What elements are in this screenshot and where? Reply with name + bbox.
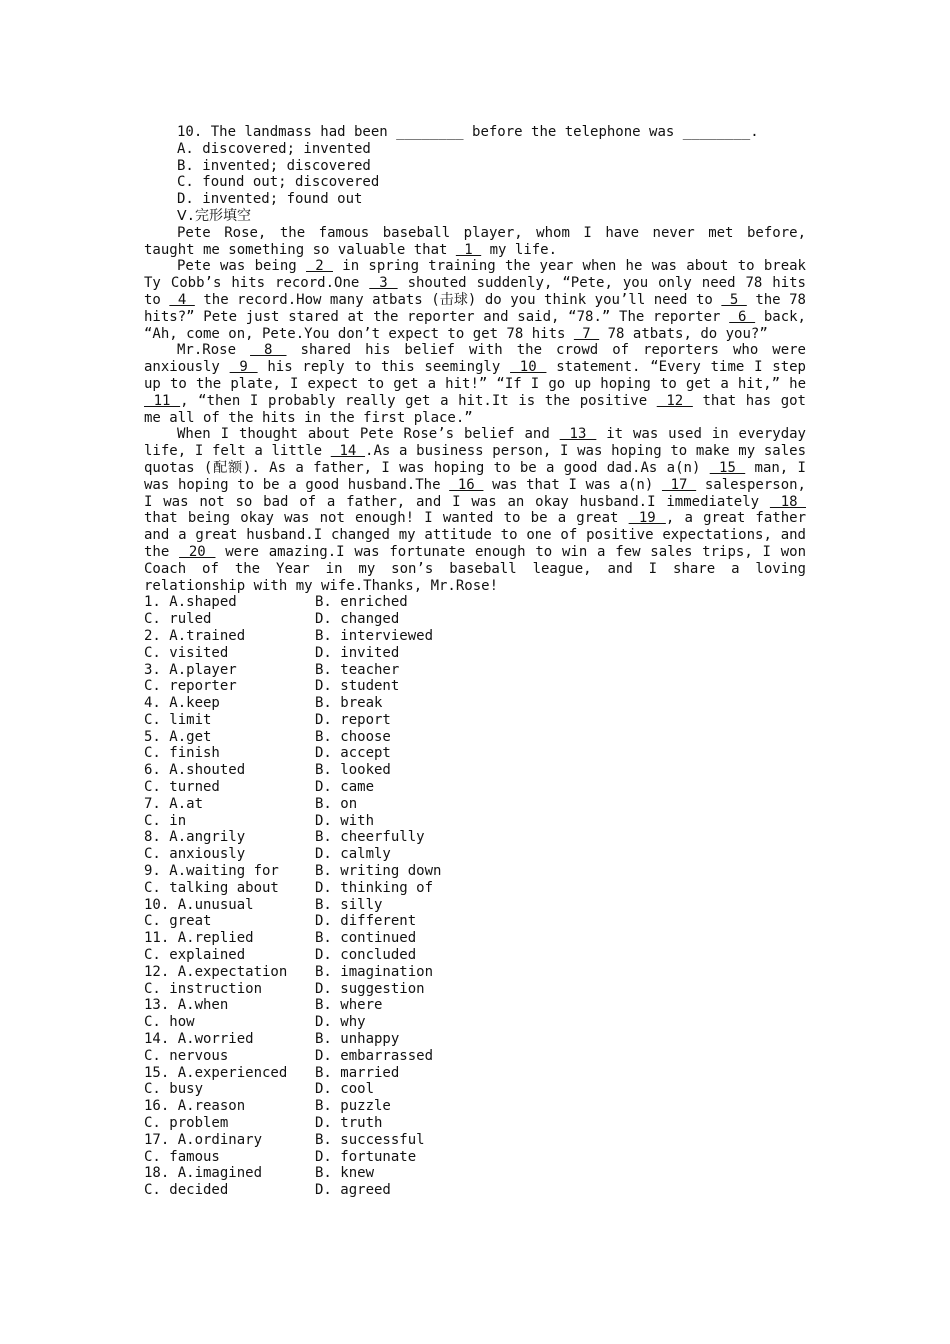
option-row <box>144 1182 806 1199</box>
option-row <box>144 645 806 662</box>
passage-text: 78 atbats, do you?” <box>599 325 768 342</box>
option-choice: D. why <box>315 1014 366 1031</box>
blank-number: 16 <box>449 476 484 493</box>
option-choice: 11. A.replied <box>144 930 254 947</box>
passage-text: statement. “Every time I step up to the plate, I expect to get a hit!” “If I go up hoping to get a hit,” he <box>144 359 806 392</box>
option-row <box>144 829 806 846</box>
option-row <box>144 880 806 897</box>
option-choice: C. how <box>144 1014 195 1031</box>
option-choice: D. different <box>315 913 417 930</box>
option-choice: C. explained <box>144 947 246 964</box>
option-choice: D. embarrassed <box>315 1047 434 1064</box>
option-choice: 4. A.keep <box>144 695 220 712</box>
option-choice: C. nervous <box>144 1047 229 1064</box>
option-choice: 18. A.imagined <box>144 1165 263 1182</box>
option-choice: D. suggestion <box>315 980 425 997</box>
option-row <box>144 1165 806 1182</box>
passage-paragraph-4 <box>144 426 806 594</box>
option-choice: D. changed <box>315 611 400 628</box>
q10-option-a: A. discovered; invented <box>177 140 371 157</box>
option-choice: D. student <box>315 678 400 695</box>
passage-text: my life. <box>481 241 558 258</box>
blank-number: 6 <box>729 308 756 325</box>
blank-number: 5 <box>721 291 747 308</box>
option-choice: B. married <box>315 1064 400 1081</box>
passage-text: salesperson, I was not so bad of a father, and I was an okay husband.I immediately <box>144 476 806 510</box>
option-choice: 2. A.trained <box>144 627 246 644</box>
option-choice: 3. A.player <box>144 661 237 678</box>
passage-text: , a great father and a great husband.I changed my attitude to one of positive expectations, and the <box>144 510 806 560</box>
option-choice: B. writing down <box>315 863 442 880</box>
option-row <box>144 1132 806 1149</box>
option-choice: D. thinking of <box>315 879 434 896</box>
q10-stem-part: . <box>750 124 759 140</box>
worksheet-page <box>144 124 806 1199</box>
option-choice: C. talking about <box>144 879 279 896</box>
passage-text: .As a business person, I was hoping to make my sales quotas (配额). As a father, I was hoping to be a good dad.As a(n) <box>144 443 806 476</box>
passage-text: shouted suddenly, “Pete, you only need 78 hits to <box>144 275 806 308</box>
passage-text: the 78 hits?” Pete just stared at the reporter and said, “78.” The reporter <box>144 291 806 325</box>
option-row <box>144 611 806 628</box>
q10-option-b: B. invented; discovered <box>177 157 371 174</box>
option-choice: B. unhappy <box>315 1031 400 1048</box>
option-row <box>144 863 806 880</box>
option-row <box>144 594 806 611</box>
option-choice: B. teacher <box>315 661 400 678</box>
option-choice: C. decided <box>144 1182 229 1199</box>
passage-text: that has got me all of the hits in the first place.” <box>144 392 806 426</box>
option-choice: C. reporter <box>144 678 237 695</box>
q10-option-d: D. invented; found out <box>177 191 363 208</box>
option-choice: 7. A.at <box>144 795 204 812</box>
option-choice: B. where <box>315 997 383 1014</box>
option-row <box>144 1014 806 1031</box>
option-choice: C. in <box>144 812 187 829</box>
option-choice: 9. A.waiting for <box>144 863 279 880</box>
option-choice: 17. A.ordinary <box>144 1131 263 1148</box>
option-row <box>144 662 806 679</box>
option-row <box>144 678 806 695</box>
option-row <box>144 729 806 746</box>
option-choice: C. anxiously <box>144 846 246 863</box>
passage-text: Mr.Rose <box>177 342 251 359</box>
passage-text: were amazing.I was fortunate enough to win a few sales trips, I won Coach of the Year in my son’s baseball league, and I share a loving relationship with my wife.Thanks, Mr.Rose! <box>144 543 806 594</box>
blank-number: 14 <box>330 443 366 460</box>
option-row <box>144 1149 806 1166</box>
option-choice: C. instruction <box>144 980 263 997</box>
passage-text: Pete Rose, the famous baseball player, whom I have never met before, taught me something so valuable that <box>144 224 806 258</box>
option-row <box>144 779 806 796</box>
passage-text: , “then I probably really get a hit.It is the positive <box>180 392 657 409</box>
blank-number: 7 <box>573 325 600 342</box>
option-choice: C. limit <box>144 711 212 728</box>
option-choice: B. cheerfully <box>315 829 425 846</box>
q10-blank-1: ________ <box>396 124 464 140</box>
option-choice: B. on <box>315 795 358 812</box>
blank-number: 15 <box>709 459 746 476</box>
option-row <box>144 1098 806 1115</box>
option-row <box>144 981 806 998</box>
question-10-stem <box>144 124 806 141</box>
option-choice: B. continued <box>315 930 417 947</box>
option-choice: C. finish <box>144 745 220 762</box>
option-choice: B. choose <box>315 728 391 745</box>
option-row <box>144 964 806 981</box>
passage-text: his reply to this seemingly <box>257 359 511 376</box>
option-choice: 1. A.shaped <box>144 594 237 611</box>
option-choice: D. came <box>315 779 375 796</box>
blank-number: 10 <box>510 359 547 376</box>
passage-text: When I thought about Pete Rose’s belief and <box>177 426 560 443</box>
option-row <box>144 1065 806 1082</box>
option-choice: C. famous <box>144 1148 220 1165</box>
passage-paragraph-2 <box>144 258 806 342</box>
blank-number: 11 <box>144 392 181 409</box>
blank-number: 13 <box>559 426 597 443</box>
option-choice: B. interviewed <box>315 627 434 644</box>
passage-text: Pete was being <box>177 258 306 275</box>
option-choice: D. truth <box>315 1115 383 1132</box>
option-row <box>144 846 806 863</box>
option-row <box>144 997 806 1014</box>
option-choice: 13. A.when <box>144 997 229 1014</box>
option-choice: 8. A.angrily <box>144 829 246 846</box>
option-choice: B. break <box>315 695 383 712</box>
passage-text: the record.How many atbats (击球) do you think you’ll need to <box>194 291 722 308</box>
option-choice: D. concluded <box>315 947 417 964</box>
option-choice: B. knew <box>315 1165 375 1182</box>
option-row <box>144 628 806 645</box>
option-row <box>144 930 806 947</box>
option-choice: 5. A.get <box>144 728 212 745</box>
blank-number: 4 <box>169 291 195 308</box>
option-choice: 10. A.unusual <box>144 896 254 913</box>
option-row <box>144 913 806 930</box>
option-choice: 12. A.expectation <box>144 963 288 980</box>
blank-number: 8 <box>250 342 287 359</box>
option-row <box>144 947 806 964</box>
section-title: Ⅴ.完形填空 <box>177 207 252 224</box>
option-choice: C. ruled <box>144 611 212 628</box>
option-row <box>144 1048 806 1065</box>
option-choice: B. looked <box>315 762 391 779</box>
option-choice: C. great <box>144 913 212 930</box>
passage-paragraph-1 <box>144 225 806 259</box>
option-choice: B. puzzle <box>315 1098 391 1115</box>
option-choice: B. silly <box>315 896 383 913</box>
option-choice: D. report <box>315 711 391 728</box>
blank-number: 12 <box>656 392 693 409</box>
blank-number: 2 <box>306 258 333 275</box>
blank-number: 19 <box>628 510 666 527</box>
option-choice: D. agreed <box>315 1182 391 1199</box>
option-row <box>144 1081 806 1098</box>
option-choice: C. visited <box>144 644 229 661</box>
option-row <box>144 796 806 813</box>
answer-options <box>144 594 806 1199</box>
option-choice: C. turned <box>144 779 220 796</box>
blank-number: 3 <box>369 275 398 292</box>
option-choice: 6. A.shouted <box>144 762 246 779</box>
blank-number: 18 <box>769 493 806 510</box>
blank-number: 17 <box>661 476 697 493</box>
option-choice: 16. A.reason <box>144 1098 246 1115</box>
option-choice: 15. A.experienced <box>144 1064 288 1081</box>
option-row <box>144 762 806 779</box>
q10-blank-2: ________ <box>682 124 751 140</box>
blank-number: 9 <box>229 359 258 376</box>
option-row <box>144 695 806 712</box>
passage-text: back, “Ah, come on, Pete.You don’t expect to get 78 hits <box>144 308 806 342</box>
option-choice: C. busy <box>144 1081 204 1098</box>
option-row <box>144 712 806 729</box>
option-choice: D. calmly <box>315 846 391 863</box>
blank-number: 20 <box>179 543 216 560</box>
option-choice: B. enriched <box>315 594 408 611</box>
passage-text: that being okay was not enough! I wanted to be a great <box>144 510 629 527</box>
option-choice: 14. A.worried <box>144 1031 254 1048</box>
q10-stem-part: 10. The landmass had been <box>177 124 397 140</box>
option-row <box>144 745 806 762</box>
option-choice: B. imagination <box>315 963 434 980</box>
option-choice: D. with <box>315 812 375 829</box>
blank-number: 1 <box>455 241 482 258</box>
option-choice: D. fortunate <box>315 1148 417 1165</box>
passage-text: shared his belief with the crowd of reporters who were anxiously <box>144 342 806 376</box>
option-choice: D. invited <box>315 644 400 661</box>
q10-stem-part: before the telephone was <box>463 124 683 140</box>
option-row <box>144 897 806 914</box>
option-choice: D. accept <box>315 745 391 762</box>
option-row <box>144 1115 806 1132</box>
option-choice: D. cool <box>315 1081 375 1098</box>
option-row <box>144 1031 806 1048</box>
option-choice: C. problem <box>144 1115 229 1132</box>
option-choice: B. successful <box>315 1131 425 1148</box>
q10-option-c: C. found out; discovered <box>177 174 380 191</box>
passage-text: it was used in everyday life, I felt a little <box>144 426 806 460</box>
passage-text: man, I was hoping to be a good husband.The <box>144 459 806 493</box>
option-row <box>144 813 806 830</box>
passage-text: in spring training the year when he was about to break Ty Cobb’s hits record.One <box>144 258 806 292</box>
passage-paragraph-3 <box>144 342 806 426</box>
passage-text: was that I was a(n) <box>483 476 662 493</box>
